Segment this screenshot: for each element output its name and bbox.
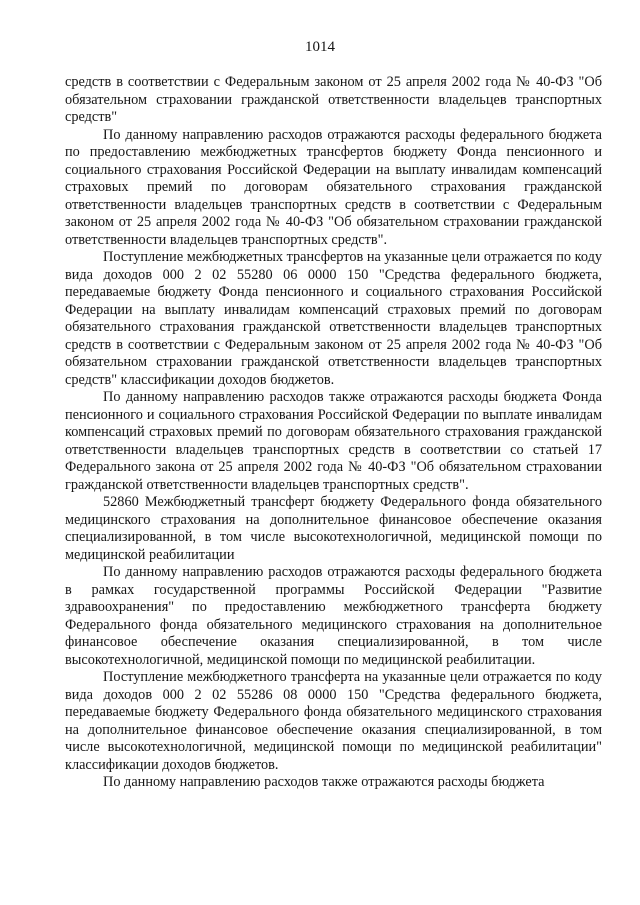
section-heading-text: Межбюджетный трансферт бюджету Федерального фонда обязательного медицинского страхования на дополнительное финансовое обеспечение оказания специализированной, в том числе высокотехнологичной, медицинской помощи по медицинской реабилитации <box>65 494 602 563</box>
paragraph-section-52860 <box>65 494 602 564</box>
paragraph-pension-fund-expenses: По данному направлению расходов также отражаются расходы бюджета Фонда пенсионного и социального страхования Российской Федерации по выплате инвалидам компенсаций страховых премий по договорам обязательного страхования гражданской ответственности владельцев транспортных средств в соответствии со статьей 17 Федерального закона от 25 апреля 2002 года № 40-ФЗ "Об обязательном страховании гражданской ответственности владельцев транспортных средств". <box>65 389 602 493</box>
expense-code: 52860 <box>103 494 139 510</box>
paragraph-continues-next-page: По данному направлению расходов также отражаются расходы бюджета <box>103 774 545 790</box>
paragraph-federal-budget-transfers: По данному направлению расходов отражаются расходы федерального бюджета по предоставлению межбюджетных трансфертов бюджету Фонда пенсионного и социального страхования Российской Федерации на выплату инвалидам компенсаций страховых премий по договорам обязательного страхования гражданской ответственности владельцев транспортных средств в соответствии с Федеральным законом от 25 апреля 2002 года № 40-ФЗ "Об обязательном страховании гражданской ответственности владельцев транспортных средств". <box>65 126 602 248</box>
paragraph-healthcare-program: По данному направлению расходов отражаются расходы федерального бюджета в рамках государственной программы Российской Федерации "Развитие здравоохранения" по предоставлению межбюджетного трансферта бюджету Федерального фонда обязательного медицинского страхования на дополнительное финансовое обеспечение оказания специализированной, в том числе высокотехнологичной, медицинской помощи по медицинской реабилитации. <box>65 564 602 668</box>
paragraph-continuation: средств в соответствии с Федеральным законом от 25 апреля 2002 года № 40-ФЗ "Об обязательном страховании гражданской ответственности владельцев транспортных средств" <box>65 74 602 125</box>
paragraph-income-code-55286: Поступление межбюджетного трансферта на указанные цели отражается по коду вида доходов 000 2 02 55286 08 0000 150 "Средства федерального бюджета, передаваемые бюджету Федерального фонда обязательного медицинского страхования на дополнительное финансовое обеспечение оказания специализированной, в том числе высокотехнологичной, медицинской помощи по медицинской реабилитации" классификации доходов бюджетов. <box>65 669 602 773</box>
paragraph-income-code-55280: Поступление межбюджетных трансфертов на указанные цели отражается по коду вида доходов 000 2 02 55280 06 0000 150 "Средства федерального бюджета, передаваемые бюджету Фонда пенсионного и социального страхования Российской Федерации на выплату инвалидам компенсаций страховых премий по договорам обязательного страхования гражданской ответственности владельцев транспортных средств в соответствии с Федеральным законом от 25 апреля 2002 года № 40-ФЗ "Об обязательном страховании гражданской ответственности владельцев транспортных средств" классификации доходов бюджетов. <box>65 249 602 388</box>
page-number: 1014 <box>305 39 335 55</box>
document-body <box>65 74 602 792</box>
